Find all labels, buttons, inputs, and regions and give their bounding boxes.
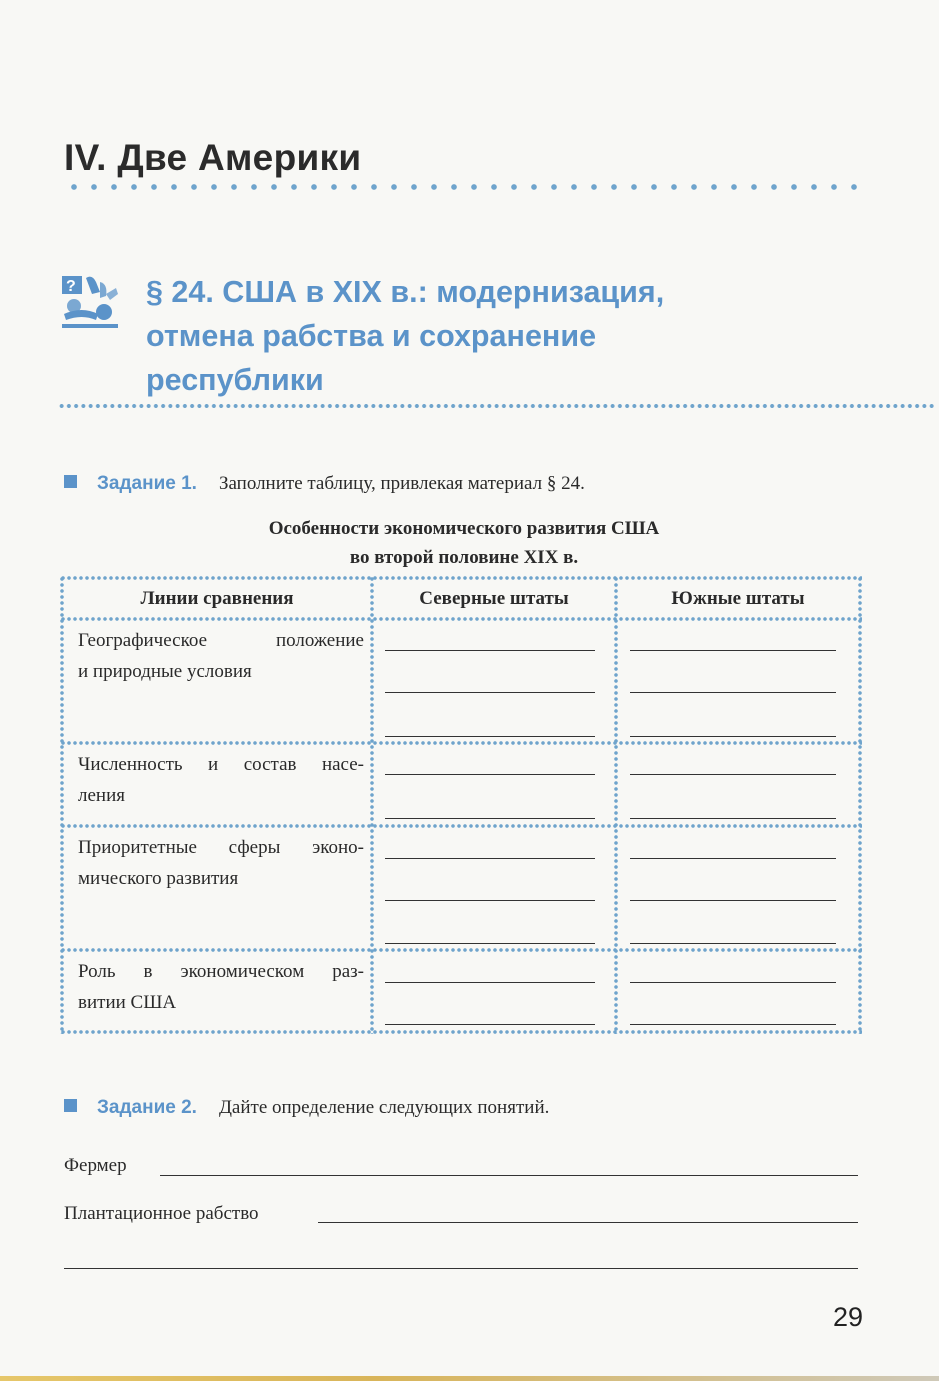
table-title-line: во второй половине XIX в.	[349, 547, 579, 568]
comparison-table	[60, 576, 862, 1034]
row-label-line: и природные условия	[78, 661, 252, 682]
row-label	[78, 832, 364, 894]
answer-line-north[interactable]	[385, 650, 595, 651]
row-label-line: мического развития	[78, 868, 239, 889]
row-label-line: Численность и состав насе-	[78, 754, 364, 775]
term-farmer-answer-line[interactable]	[160, 1175, 858, 1176]
answer-line-south[interactable]	[630, 982, 836, 983]
answer-line-south[interactable]	[630, 774, 836, 775]
answer-line-south[interactable]	[630, 650, 836, 651]
section-title-line: § 24. США в XIX в.: модернизация,	[146, 275, 665, 309]
answer-line-south[interactable]	[630, 943, 836, 944]
task-2	[64, 1096, 549, 1120]
chapter-dotted-divider	[64, 183, 864, 191]
section-title	[146, 270, 846, 402]
table-rule	[858, 576, 862, 1034]
answer-line-south[interactable]	[630, 736, 836, 737]
table-rule	[60, 1030, 862, 1034]
task-1-text: Заполните таблицу, привлекая материал § 24.	[218, 473, 585, 494]
answer-line-north[interactable]	[385, 982, 595, 983]
header-southern-states: Южные штаты	[671, 588, 805, 609]
answer-line-north[interactable]	[385, 736, 595, 737]
row-label-line: Приоритетные сферы эконо-	[78, 837, 364, 858]
table-rule	[60, 576, 64, 1034]
row-label-line: Географическое положение	[78, 630, 364, 651]
section-illustration-icon	[60, 274, 122, 334]
header-comparison-lines: Линии сравнения	[140, 588, 294, 609]
table-rule	[614, 576, 618, 1034]
answer-line-north[interactable]	[385, 858, 595, 859]
answer-line-north[interactable]	[385, 818, 595, 819]
table-rule	[60, 576, 862, 580]
task-marker-icon	[64, 475, 77, 488]
row-label-line: ления	[78, 785, 125, 806]
answer-line-north[interactable]	[385, 774, 595, 775]
table-rule	[60, 617, 862, 621]
row-label	[78, 956, 364, 1018]
table-rule	[370, 576, 374, 1034]
term-plantation-slavery-label: Плантационное рабство	[64, 1203, 259, 1224]
table-rule	[60, 741, 862, 745]
answer-line-south[interactable]	[630, 858, 836, 859]
page-bottom-edge	[0, 1376, 939, 1381]
task-2-label: Задание 2.	[97, 1097, 197, 1118]
term-plantation-slavery-answer-line-2[interactable]	[64, 1268, 858, 1269]
task-1-label: Задание 1.	[97, 473, 197, 494]
term-farmer-label: Фермер	[64, 1155, 127, 1176]
answer-line-south[interactable]	[630, 900, 836, 901]
header-northern-states: Северные штаты	[419, 588, 569, 609]
row-label	[78, 625, 364, 687]
answer-line-north[interactable]	[385, 1024, 595, 1025]
row-label-line: Роль в экономическом раз-	[78, 961, 364, 982]
table-rule	[60, 824, 862, 828]
section-title-line: республики	[146, 363, 324, 397]
answer-line-north[interactable]	[385, 692, 595, 693]
answer-line-south[interactable]	[630, 818, 836, 819]
section-title-line: отмена рабства и сохранение	[146, 319, 597, 353]
section-dotted-divider	[58, 403, 934, 409]
term-plantation-slavery-answer-line[interactable]	[318, 1222, 858, 1223]
page-number: 29	[832, 1302, 863, 1332]
answer-line-north[interactable]	[385, 900, 595, 901]
chapter-title: IV. Две Америки	[64, 137, 362, 178]
answer-line-north[interactable]	[385, 943, 595, 944]
answer-line-south[interactable]	[630, 1024, 836, 1025]
table-title-line: Особенности экономического развития США	[268, 518, 660, 539]
svg-text:?: ?	[66, 278, 76, 295]
table-title	[64, 514, 864, 572]
answer-line-south[interactable]	[630, 692, 836, 693]
task-1	[64, 472, 585, 496]
row-label-line: витии США	[78, 992, 177, 1013]
task-marker-icon	[64, 1099, 77, 1112]
table-rule	[60, 948, 862, 952]
task-2-text: Дайте определение следующих понятий.	[218, 1097, 550, 1118]
row-label	[78, 749, 364, 811]
